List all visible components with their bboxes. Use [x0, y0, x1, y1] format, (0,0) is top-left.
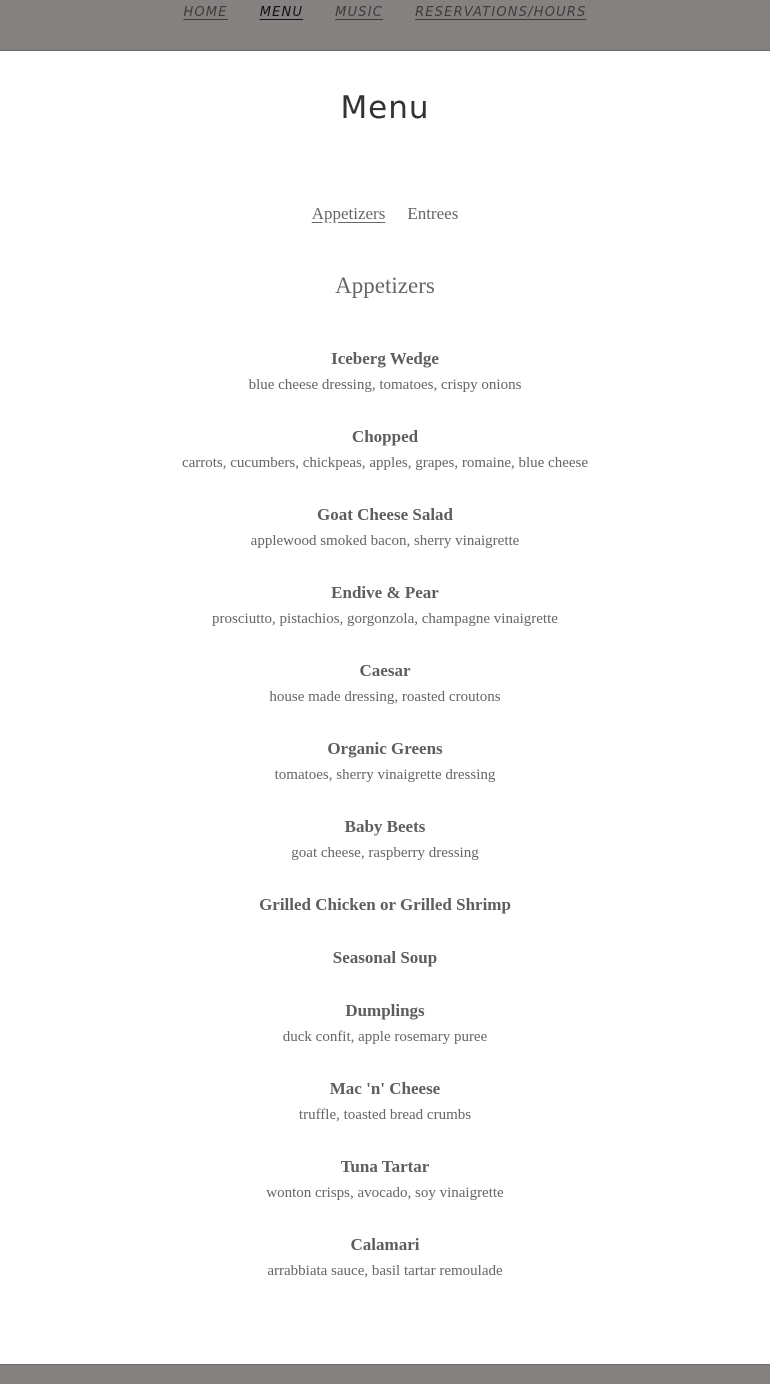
- item-description: truffle, toasted bread crumbs: [298, 1107, 472, 1123]
- menu-item: [0, 1156, 770, 1203]
- menu-item: [0, 348, 770, 395]
- item-name: Caesar: [359, 661, 411, 680]
- item-description: prosciutto, pistachios, gorgonzola, champagne vinaigrette: [212, 611, 558, 627]
- tab-appetizers[interactable]: Appetizers: [311, 204, 386, 223]
- menu-item: [0, 894, 770, 916]
- menu-item: [0, 947, 770, 969]
- nav-item-menu[interactable]: MENU: [259, 5, 304, 20]
- item-name: Baby Beets: [344, 817, 426, 836]
- item-name: Seasonal Soup: [332, 948, 438, 967]
- nav-item-music[interactable]: MUSIC: [335, 5, 384, 20]
- item-description: duck confit, apple rosemary puree: [282, 1029, 488, 1045]
- item-description: house made dressing, roasted croutons: [269, 689, 501, 705]
- menu-item: [0, 504, 770, 551]
- item-name: Calamari: [350, 1235, 420, 1254]
- item-name: Organic Greens: [327, 739, 443, 758]
- tab-entrees[interactable]: Entrees: [407, 204, 459, 223]
- menu-item: [0, 660, 770, 707]
- nav-item-reservations-hours[interactable]: RESERVATIONS/HOURS: [415, 5, 587, 20]
- item-description: blue cheese dressing, tomatoes, crispy onions: [248, 377, 522, 393]
- footer-bar: [0, 1364, 770, 1384]
- menu-item-list: [0, 348, 770, 1312]
- menu-item: [0, 1078, 770, 1125]
- menu-item: [0, 738, 770, 785]
- item-name: Chopped: [351, 427, 419, 446]
- menu-item: [0, 1234, 770, 1281]
- item-description: wonton crisps, avocado, soy vinaigrette: [266, 1185, 504, 1201]
- nav-list: [0, 3, 770, 21]
- item-description: arrabbiata sauce, basil tartar remoulade: [267, 1263, 503, 1279]
- menu-item: [0, 816, 770, 863]
- item-description: tomatoes, sherry vinaigrette dressing: [274, 767, 496, 783]
- menu-item: [0, 1000, 770, 1047]
- menu-item: [0, 426, 770, 473]
- section-heading: Appetizers: [335, 273, 435, 298]
- item-name: Grilled Chicken or Grilled Shrimp: [259, 895, 511, 914]
- item-description: goat cheese, raspberry dressing: [291, 845, 479, 861]
- nav-item-home[interactable]: HOME: [183, 5, 228, 20]
- page-title: Menu: [340, 90, 430, 126]
- item-description: applewood smoked bacon, sherry vinaigrette: [250, 533, 520, 549]
- item-name: Mac 'n' Cheese: [329, 1079, 441, 1098]
- menu-item: [0, 582, 770, 629]
- item-name: Tuna Tartar: [340, 1157, 430, 1176]
- item-name: Iceberg Wedge: [331, 349, 439, 368]
- item-description: carrots, cucumbers, chickpeas, apples, grapes, romaine, blue cheese: [181, 455, 589, 471]
- menu-category-tabs: [0, 204, 770, 224]
- item-name: Dumplings: [345, 1001, 425, 1020]
- top-navigation: [0, 0, 770, 51]
- item-name: Endive & Pear: [331, 583, 439, 602]
- item-name: Goat Cheese Salad: [317, 505, 453, 524]
